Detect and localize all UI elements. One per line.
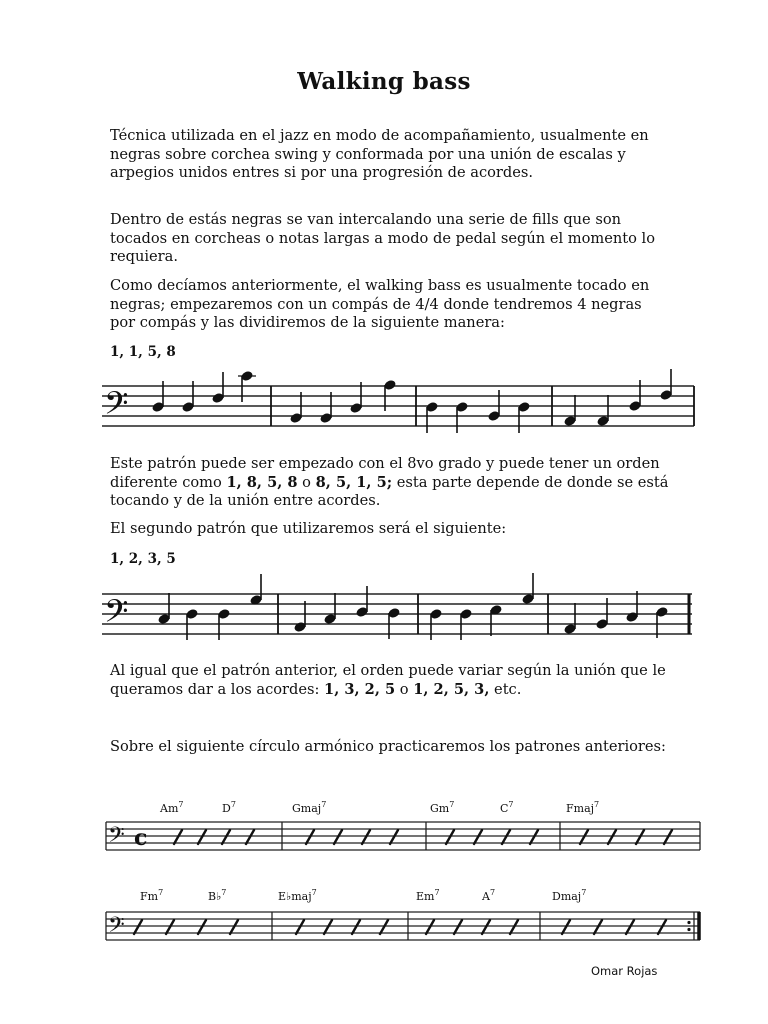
- pattern-label-first: 1, 1, 5, 8: [110, 344, 176, 360]
- paragraph-quarter-notes: Como decíamos anteriormente, el walking bass es usualmente tocado en negras; empezaremos con un compás de 4/4 donde tendremos 4 negras por compás y las dividiremos de la siguiente manera:: [110, 277, 650, 332]
- rhythm-slash: [530, 830, 538, 844]
- pattern-label-second: 1, 2, 3, 5: [110, 551, 176, 567]
- rhythm-slash: [324, 920, 332, 934]
- chord-symbol: B♭$^7$: [208, 888, 227, 903]
- rhythm-slash: [626, 920, 634, 934]
- chord-symbol: Gm$^7$: [430, 800, 455, 815]
- rhythm-slash: [380, 920, 388, 934]
- notation-staff-pattern-2: [100, 580, 696, 650]
- rhythm-slash: [594, 920, 602, 934]
- chord-symbol: Fmaj$^7$: [566, 800, 600, 815]
- common-time-icon: c: [134, 825, 148, 851]
- rhythm-slash: [230, 920, 238, 934]
- author-name: Omar Rojas: [591, 964, 658, 978]
- paragraph-harmonic-circle: Sobre el siguiente círculo armónico practicaremos los patrones anteriores:: [110, 738, 666, 755]
- rhythm-slash: [134, 920, 142, 934]
- bass-clef-icon: 𝄢: [104, 385, 129, 429]
- paragraph-order-variants: Este patrón puede ser empezado con el 8vo grado y puede tener un orden diferente como 1, 8, 5, 8 o 8, 5, 1, 5; esta parte depende de donde se está tocando y de la unión entre acordes.: [110, 455, 669, 510]
- bass-clef-icon: 𝄢: [104, 593, 129, 637]
- paragraph-order-variants-2: Al igual que el patrón anterior, el orden puede variar según la unión que le queramos dar a los acordes: 1, 3, 2, 5 o 1, 2, 5, 3, etc.: [110, 662, 666, 698]
- rhythm-slash: [446, 830, 454, 844]
- chord-symbol: $A^7$: [482, 888, 496, 903]
- paragraph-second-pattern-intro: El segundo patrón que utilizaremos será el siguiente:: [110, 520, 507, 537]
- chord-symbol: Dmaj$^7$: [552, 888, 587, 903]
- rhythm-slash: [198, 830, 206, 844]
- rhythm-slash: [362, 830, 370, 844]
- rhythm-slash: [658, 920, 666, 934]
- rhythm-slash: [454, 920, 462, 934]
- chord-symbol: Gmaj$^7$: [292, 800, 327, 815]
- rhythm-slash: [482, 920, 490, 934]
- rhythm-slash: [474, 830, 482, 844]
- paragraph-fills: Dentro de estás negras se van intercalando una serie de fills que son tocados en corcheas o notas largas a modo de pedal según el momento lo requiera.: [110, 211, 656, 266]
- rhythm-slash: [390, 830, 398, 844]
- chord-symbol: Am$^7$: [160, 800, 184, 815]
- chord-symbol: E♭maj$^7$: [278, 888, 317, 903]
- rhythm-slash: [306, 830, 314, 844]
- notation-staff-pattern-1: [100, 370, 696, 440]
- rhythm-slash: [510, 920, 518, 934]
- rhythm-slash: [426, 920, 434, 934]
- rhythm-slash: [352, 920, 360, 934]
- rhythm-slash: [502, 830, 510, 844]
- rhythm-slash: [636, 830, 644, 844]
- rhythm-slash: [580, 830, 588, 844]
- rhythm-slash: [334, 830, 342, 844]
- rhythm-slash: [174, 830, 182, 844]
- bass-clef-icon: 𝄢: [108, 913, 125, 943]
- chord-chart-staff-2: [104, 884, 704, 946]
- chord-chart-staff-1: [104, 798, 704, 858]
- rhythm-slash: [222, 830, 230, 844]
- rhythm-slash: [664, 830, 672, 844]
- page-title: Walking bass: [297, 68, 471, 95]
- chord-symbol: $C^7$: [500, 800, 514, 815]
- chord-symbol: Em$^7$: [416, 888, 440, 903]
- rhythm-slash: [198, 920, 206, 934]
- chord-symbol: $D^7$: [222, 800, 236, 815]
- paragraph-intro: Técnica utilizada en el jazz en modo de acompañamiento, usualmente en negras sobre corchea swing y conformada por una unión de escalas y arpegios unidos entres si por una progresión de acordes.: [110, 127, 649, 182]
- rhythm-slash: [166, 920, 174, 934]
- rhythm-slash: [562, 920, 570, 934]
- rhythm-slash: [608, 830, 616, 844]
- rhythm-slash: [296, 920, 304, 934]
- rhythm-slash: [246, 830, 254, 844]
- chord-symbol: Fm$^7$: [140, 888, 164, 903]
- bass-clef-icon: 𝄢: [108, 823, 125, 853]
